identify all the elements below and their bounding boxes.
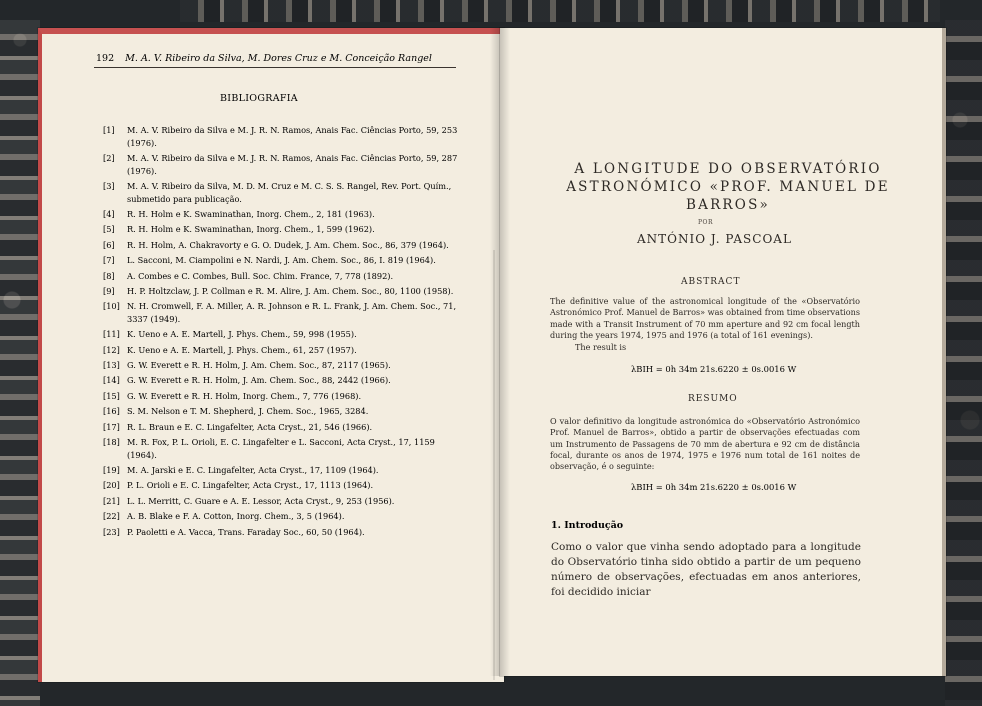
running-head xyxy=(96,53,456,64)
reference-number: [22] xyxy=(103,511,120,522)
reference-number: [21] xyxy=(103,495,120,506)
reference-number: [9] xyxy=(103,285,115,296)
abstract-text: The definitive value of the astronomical longitude of the «Observatório Astronómico Prof. Manuel de Barros» was obtained from time observations made with a Transit Instrument of 70 mm aperture and 92 cm focal length during the years 1974, 1975 and 1976 (a total of 161 evenings). xyxy=(550,296,860,340)
reference-text: G. W. Everett e R. H. Holm, J. Am. Chem. Soc., 87, 2117 (1965). xyxy=(127,360,391,371)
reference-text: G. W. Everett e R. H. Holm, Inorg. Chem., 7, 776 (1968). xyxy=(127,390,362,401)
reference-item xyxy=(103,344,458,357)
reference-text: P. L. Orioli e E. C. Lingafelter, Acta Cryst., 17, 1113 (1964). xyxy=(127,480,374,491)
reference-number: [17] xyxy=(103,421,120,432)
running-head-authors: M. A. V. Ribeiro da Silva, M. Dores Cruz e M. Conceição Rangel xyxy=(125,53,432,64)
reference-text: M. A. V. Ribeiro da Silva e M. J. R. N. Ramos, Anais Fac. Ciências Porto, 59, 253 (1976). xyxy=(127,125,458,148)
reference-item xyxy=(103,436,458,461)
reference-number: [20] xyxy=(103,480,120,491)
author-name: ANTÓNIO J. PASCOAL xyxy=(637,232,792,246)
reference-number: [8] xyxy=(103,270,115,281)
reference-number: [12] xyxy=(103,344,120,355)
resumo-formula: λBIH = 0h 34m 21s.6220 ± 0s.0016 W xyxy=(631,482,797,492)
paper-title-line-1: A LONGITUDE DO OBSERVATÓRIO xyxy=(574,161,882,177)
reference-number: [5] xyxy=(103,224,115,235)
reference-item xyxy=(103,374,458,387)
paper-title-line-2: ASTRONÓMICO «PROF. MANUEL DE BARROS» xyxy=(566,179,890,213)
reference-item xyxy=(103,390,458,403)
reference-item xyxy=(103,479,458,492)
reference-item xyxy=(103,208,458,221)
reference-number: [4] xyxy=(103,208,115,219)
reference-item xyxy=(103,405,458,418)
reference-number: [23] xyxy=(103,526,120,537)
bibliography-title: BIBLIOGRAFIA xyxy=(220,93,298,104)
reference-number: [3] xyxy=(103,180,115,191)
reference-text: N. H. Cromwell, F. A. Miller, A. R. Johnson e R. L. Frank, J. Am. Chem. Soc., 71, 3337 (1949). xyxy=(127,301,457,324)
reference-text: M. A. V. Ribeiro da Silva, M. D. M. Cruz e M. C. S. S. Rangel, Rev. Port. Quím., submetido para publicação. xyxy=(127,180,452,204)
reference-item xyxy=(103,510,458,523)
reference-item xyxy=(103,328,458,341)
reference-text: L. Sacconi, M. Ciampolini e N. Nardi, J. Am. Chem. Soc., 86, I. 819 (1964). xyxy=(127,255,436,266)
reference-text: R. H. Holm e K. Swaminathan, Inorg. Chem., 2, 181 (1963). xyxy=(127,208,375,219)
reference-text: K. Ueno e A. E. Martell, J. Phys. Chem., 61, 257 (1957). xyxy=(127,344,357,355)
reference-text: A. Combes e C. Combes, Bull. Soc. Chim. France, 7, 778 (1892). xyxy=(127,270,394,281)
page-edge-shadow xyxy=(493,250,495,680)
reference-number: [11] xyxy=(103,329,120,340)
resumo-heading: RESUMO xyxy=(688,394,738,404)
reference-text: M. R. Fox, P. L. Orioli, E. C. Lingafelter e L. Sacconi, Acta Cryst., 17, 1159 (1964). xyxy=(127,437,435,460)
reference-text: L. L. Merritt, C. Guare e A. E. Lessor, Acta Cryst., 9, 253 (1956). xyxy=(127,495,395,506)
reference-text: M. A. Jarski e E. C. Lingafelter, Acta Cryst., 17, 1109 (1964). xyxy=(127,465,379,475)
reference-item xyxy=(103,421,458,434)
resumo-text: O valor definitivo da longitude astronómica do «Observatório Astronómico Prof. Manuel de Barros», obtido a partir de observações efectuadas com um Instrumento de Passagens de 70 mm de abertura e 92 cm de distância focal, durante os anos de 1974, 1975 e 1976 num total de 161 noites de observação, é o seguinte: xyxy=(550,416,860,472)
reference-text: P. Paoletti e A. Vacca, Trans. Faraday Soc., 60, 50 (1964). xyxy=(127,526,365,537)
reference-number: [16] xyxy=(103,406,120,417)
reference-item xyxy=(103,152,458,177)
reference-number: [13] xyxy=(103,360,120,371)
reference-item xyxy=(103,223,458,236)
page-number: 192 xyxy=(96,53,115,64)
introduction-heading: 1. Introdução xyxy=(551,520,624,531)
reference-number: [14] xyxy=(103,375,120,386)
reference-text: R. H. Holm e K. Swaminathan, Inorg. Chem., 1, 599 (1962). xyxy=(127,224,375,235)
reference-number: [19] xyxy=(103,465,120,475)
reference-item xyxy=(103,254,458,267)
reference-item xyxy=(103,526,458,539)
reference-number: [18] xyxy=(103,437,120,448)
reference-item xyxy=(103,180,458,205)
reference-item xyxy=(103,300,458,325)
result-formula: λBIH = 0h 34m 21s.6220 ± 0s.0016 W xyxy=(631,364,797,374)
reference-number: [7] xyxy=(103,255,115,266)
reference-number: [10] xyxy=(103,301,120,312)
reference-text: H. P. Holtzclaw, J. P. Collman e R. M. Alire, J. Am. Chem. Soc., 80, 1100 (1958). xyxy=(127,285,454,296)
byline-por: POR xyxy=(698,219,713,226)
cover-marble-edge-right xyxy=(945,20,982,706)
reference-item xyxy=(103,464,458,477)
cover-marble-edge-left xyxy=(0,20,40,706)
reference-number: [15] xyxy=(103,390,120,401)
reference-text: S. M. Nelson e T. M. Shepherd, J. Chem. Soc., 1965, 3284. xyxy=(127,406,369,417)
reference-item xyxy=(103,285,458,298)
reference-text: K. Ueno e A. E. Martell, J. Phys. Chem., 59, 998 (1955). xyxy=(127,329,357,340)
cover-marble-strip-top xyxy=(180,0,940,22)
reference-text: R. L. Braun e E. C. Lingafelter, Acta Cryst., 21, 546 (1966). xyxy=(127,421,373,432)
reference-text: A. B. Blake e F. A. Cotton, Inorg. Chem., 3, 5 (1964). xyxy=(127,511,345,522)
reference-number: [1] xyxy=(103,125,115,135)
reference-item xyxy=(103,124,458,149)
reference-item xyxy=(103,270,458,283)
reference-number: [6] xyxy=(103,239,115,250)
bibliography-list xyxy=(103,124,458,541)
result-intro: The result is xyxy=(575,342,627,352)
introduction-text: Como o valor que vinha sendo adoptado para a longitude do Observatório tinha sido obtido a partir de um pequeno número de observações, efectuadas em anos anteriores, foi decidido iniciar xyxy=(551,541,861,598)
reference-text: G. W. Everett e R. H. Holm, J. Am. Chem. Soc., 88, 2442 (1966). xyxy=(127,375,391,386)
reference-text: M. A. V. Ribeiro da Silva e M. J. R. N. Ramos, Anais Fac. Ciências Porto, 59, 287 (1976). xyxy=(127,152,458,176)
running-head-rule xyxy=(94,67,456,68)
reference-item xyxy=(103,495,458,508)
reference-text: R. H. Holm, A. Chakravorty e G. O. Dudek, J. Am. Chem. Soc., 86, 379 (1964). xyxy=(127,239,449,250)
reference-item xyxy=(103,359,458,372)
paper-title xyxy=(548,160,908,214)
abstract-heading: ABSTRACT xyxy=(681,277,741,287)
reference-number: [2] xyxy=(103,152,115,163)
reference-item xyxy=(103,239,458,252)
